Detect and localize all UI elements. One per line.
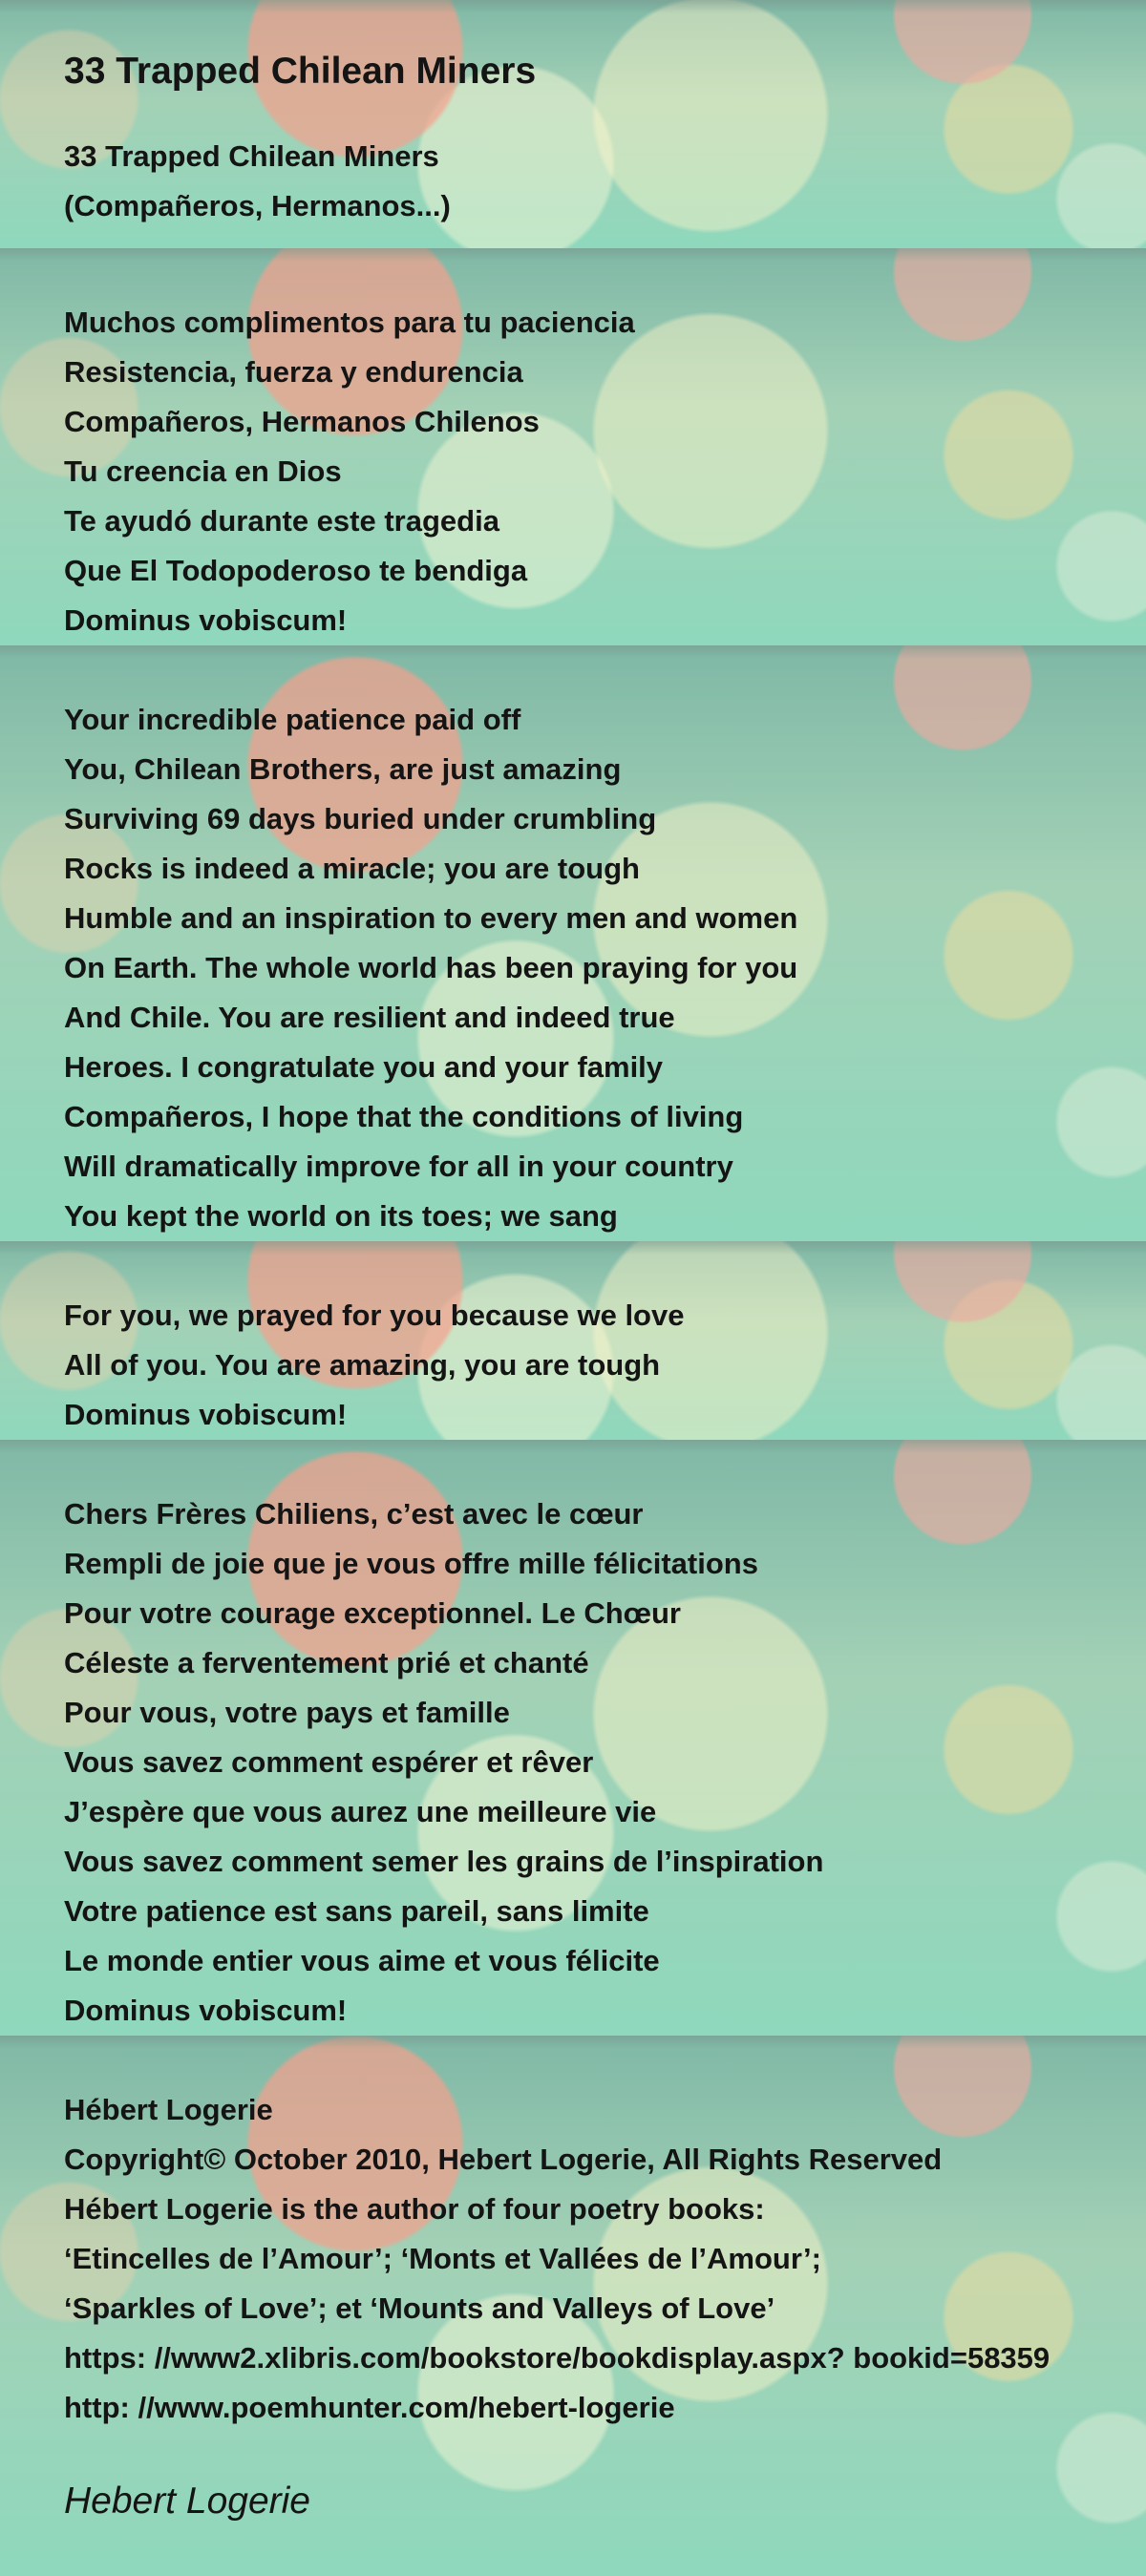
poem-line: Tu creencia en Dios [64, 454, 342, 488]
poem-line: You, Chilean Brothers, are just amazing [64, 752, 622, 786]
poem-line: Compañeros, Hermanos Chilenos [64, 405, 540, 438]
poem-line: And Chile. You are resilient and indeed true [64, 1001, 675, 1034]
poem-line: Dominus vobiscum! [64, 1994, 348, 2027]
poem-line: Vous savez comment espérer et rêver [64, 1745, 594, 1779]
poem-line: Le monde entier vous aime et vous félicite [64, 1944, 660, 1977]
poem-line: On Earth. The whole world has been praying for you [64, 951, 798, 984]
poem-line: Your incredible patience paid off [64, 703, 521, 736]
title-band [0, 0, 1146, 248]
page-title: 33 Trapped Chilean Miners [64, 51, 537, 92]
poem-line: Humble and an inspiration to every men and women [64, 901, 798, 935]
author-bio-line: Hébert Logerie is the author of four poetry books: [64, 2192, 765, 2226]
poem-line: Resistencia, fuerza y endurencia [64, 355, 523, 389]
poem-line: Chers Frères Chiliens, c’est avec le cœur [64, 1497, 644, 1531]
author-notes-band [0, 2036, 1146, 2576]
stanza-french [0, 1440, 1146, 2036]
poem-line: Votre patience est sans pareil, sans limite [64, 1894, 649, 1928]
poem-line: Compañeros, I hope that the conditions of living [64, 1100, 744, 1133]
poem-line: Céleste a ferventement prié et chanté [64, 1646, 589, 1679]
poem-line: Rempli de joie que je vous offre mille félicitations [64, 1547, 758, 1580]
poem-line: Will dramatically improve for all in your country [64, 1150, 733, 1183]
poem-line: All of you. You are amazing, you are tough [64, 1348, 661, 1382]
author-bio-line: ‘Sparkles of Love’; et ‘Mounts and Valleys of Love’ [64, 2291, 775, 2325]
stanza-spanish [0, 248, 1146, 645]
poem-line: Pour votre courage exceptionnel. Le Chœur [64, 1596, 681, 1630]
author-name: Hébert Logerie [64, 2093, 273, 2126]
stanza-english-closing [0, 1241, 1146, 1440]
poem-line: Rocks is indeed a miracle; you are tough [64, 852, 640, 885]
poem-line: Muchos complimentos para tu paciencia [64, 306, 635, 339]
poem-line: You kept the world on its toes; we sang [64, 1199, 618, 1233]
poem-line: Dominus vobiscum! [64, 603, 348, 637]
poem-line: Vous savez comment semer les grains de l’inspiration [64, 1845, 824, 1878]
stanza-english [0, 645, 1146, 1241]
poem-line: Dominus vobiscum! [64, 1398, 348, 1431]
poem-line: Surviving 69 days buried under crumbling [64, 802, 657, 835]
poem-line: Que El Todopoderoso te bendiga [64, 554, 528, 587]
bookstore-url-text: https: //www2.xlibris.com/bookstore/bookdisplay.aspx? bookid=58359 [64, 2341, 1050, 2375]
poem-line: 33 Trapped Chilean Miners [64, 139, 439, 173]
author-signature: Hebert Logerie [64, 2481, 310, 2522]
poem-line: Te ayudó durante este tragedia [64, 504, 499, 538]
poem-line: Pour vous, votre pays et famille [64, 1696, 510, 1729]
poem-line: J’espère que vous aurez une meilleure vie [64, 1795, 657, 1828]
poem-line: Heroes. I congratulate you and your family [64, 1050, 664, 1084]
poemhunter-url-text: http: //www.poemhunter.com/hebert-logerie [64, 2391, 675, 2424]
author-bio-line: ‘Etincelles de l’Amour’; ‘Monts et Vallées de l’Amour’; [64, 2242, 821, 2275]
copyright-line: Copyright© October 2010, Hebert Logerie, All Rights Reserved [64, 2143, 943, 2176]
poem-line: (Compañeros, Hermanos...) [64, 189, 451, 222]
poem-line: For you, we prayed for you because we love [64, 1299, 685, 1332]
